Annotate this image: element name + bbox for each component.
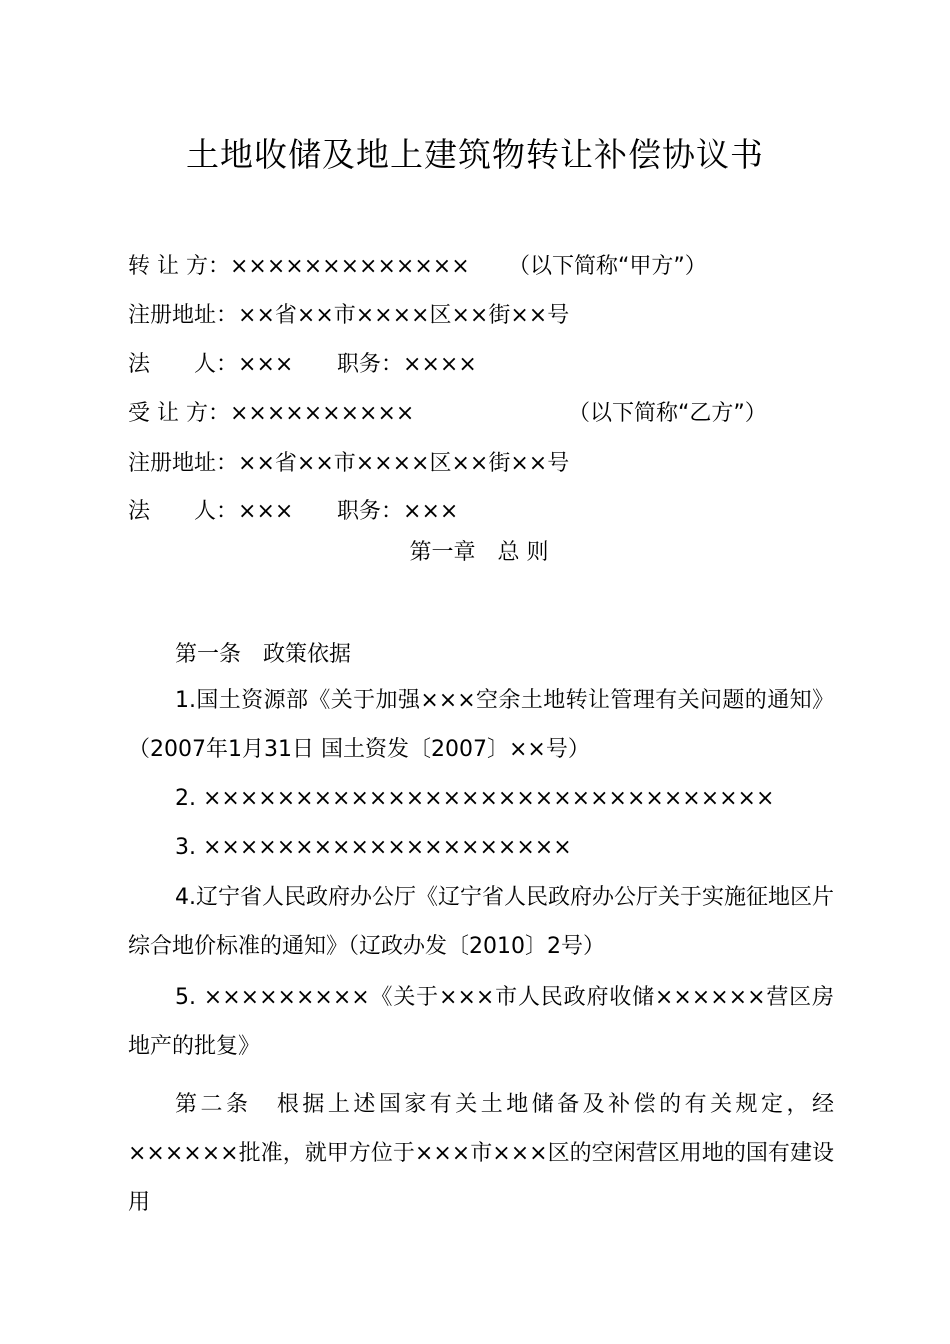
transferee-label: 受 让 方： (128, 401, 230, 426)
transferor-label: 转 让 方： (128, 254, 230, 279)
transferee-rep-label: 法 人： (128, 499, 239, 524)
transferor-line (128, 252, 470, 282)
transferee-line (128, 399, 414, 429)
document-title: 土地收储及地上建筑物转让补偿协议书 (186, 135, 764, 174)
article1-item-2: 2. ××××××××××××××××××××××××××××××× (175, 786, 775, 811)
transferor-rep-line (128, 350, 293, 380)
transferor-position (337, 350, 477, 380)
chapter-title: 第一章 总 则 (409, 540, 549, 565)
transferee-note: （以下简称“乙方”） (568, 401, 767, 426)
transferor-position-label: 职务： (337, 352, 404, 377)
article1-item-3: 3. ×××××××××××××××××××× (175, 835, 572, 860)
transferor-name: ××××××××××××× (230, 254, 470, 279)
transferee-rep-line (128, 497, 293, 527)
transferee-address: ××省××市××××区××街××号 (238, 451, 570, 476)
transferee-rep-value: ××× (238, 499, 294, 524)
transferor-position-value: ×××× (403, 352, 477, 377)
article1-heading: 第一条 政策依据 (175, 642, 352, 667)
transferee-address-line (128, 449, 569, 479)
transferee-position-value: ××× (403, 499, 459, 524)
transferor-note: （以下简称“甲方”） (508, 254, 707, 279)
transferor-address-line (128, 301, 569, 331)
transferor-address-label: 注册地址： (128, 303, 239, 328)
article1-item-1: 1.国土资源部《关于加强×××空余土地转让管理有关问题的通知》（2007年1月31日 国土资发〔2007〕××号） (128, 688, 834, 762)
transferee-address-label: 注册地址： (128, 451, 239, 476)
article2-paragraph: 第二条 根据上述国家有关土地储备及补偿的有关规定，经××××××批准，就甲方位于×××市×××区的空闲营区用地的国有建设用 (128, 1092, 834, 1215)
article1-item-5: 5. ×××××××××《关于×××市人民政府收储××××××营区房地产的批复》 (128, 985, 834, 1059)
transferee-position (337, 497, 458, 527)
transferee-position-label: 职务： (337, 499, 404, 524)
transferee-name: ×××××××××× (230, 401, 415, 426)
article1-item-4: 4.辽宁省人民政府办公厅《辽宁省人民政府办公厅关于实施征地区片综合地价标准的通知》（辽政办发〔2010〕2号） (128, 885, 834, 959)
transferor-rep-value: ××× (238, 352, 294, 377)
transferor-rep-label: 法 人： (128, 352, 239, 377)
transferor-address: ××省××市××××区××街××号 (238, 303, 570, 328)
